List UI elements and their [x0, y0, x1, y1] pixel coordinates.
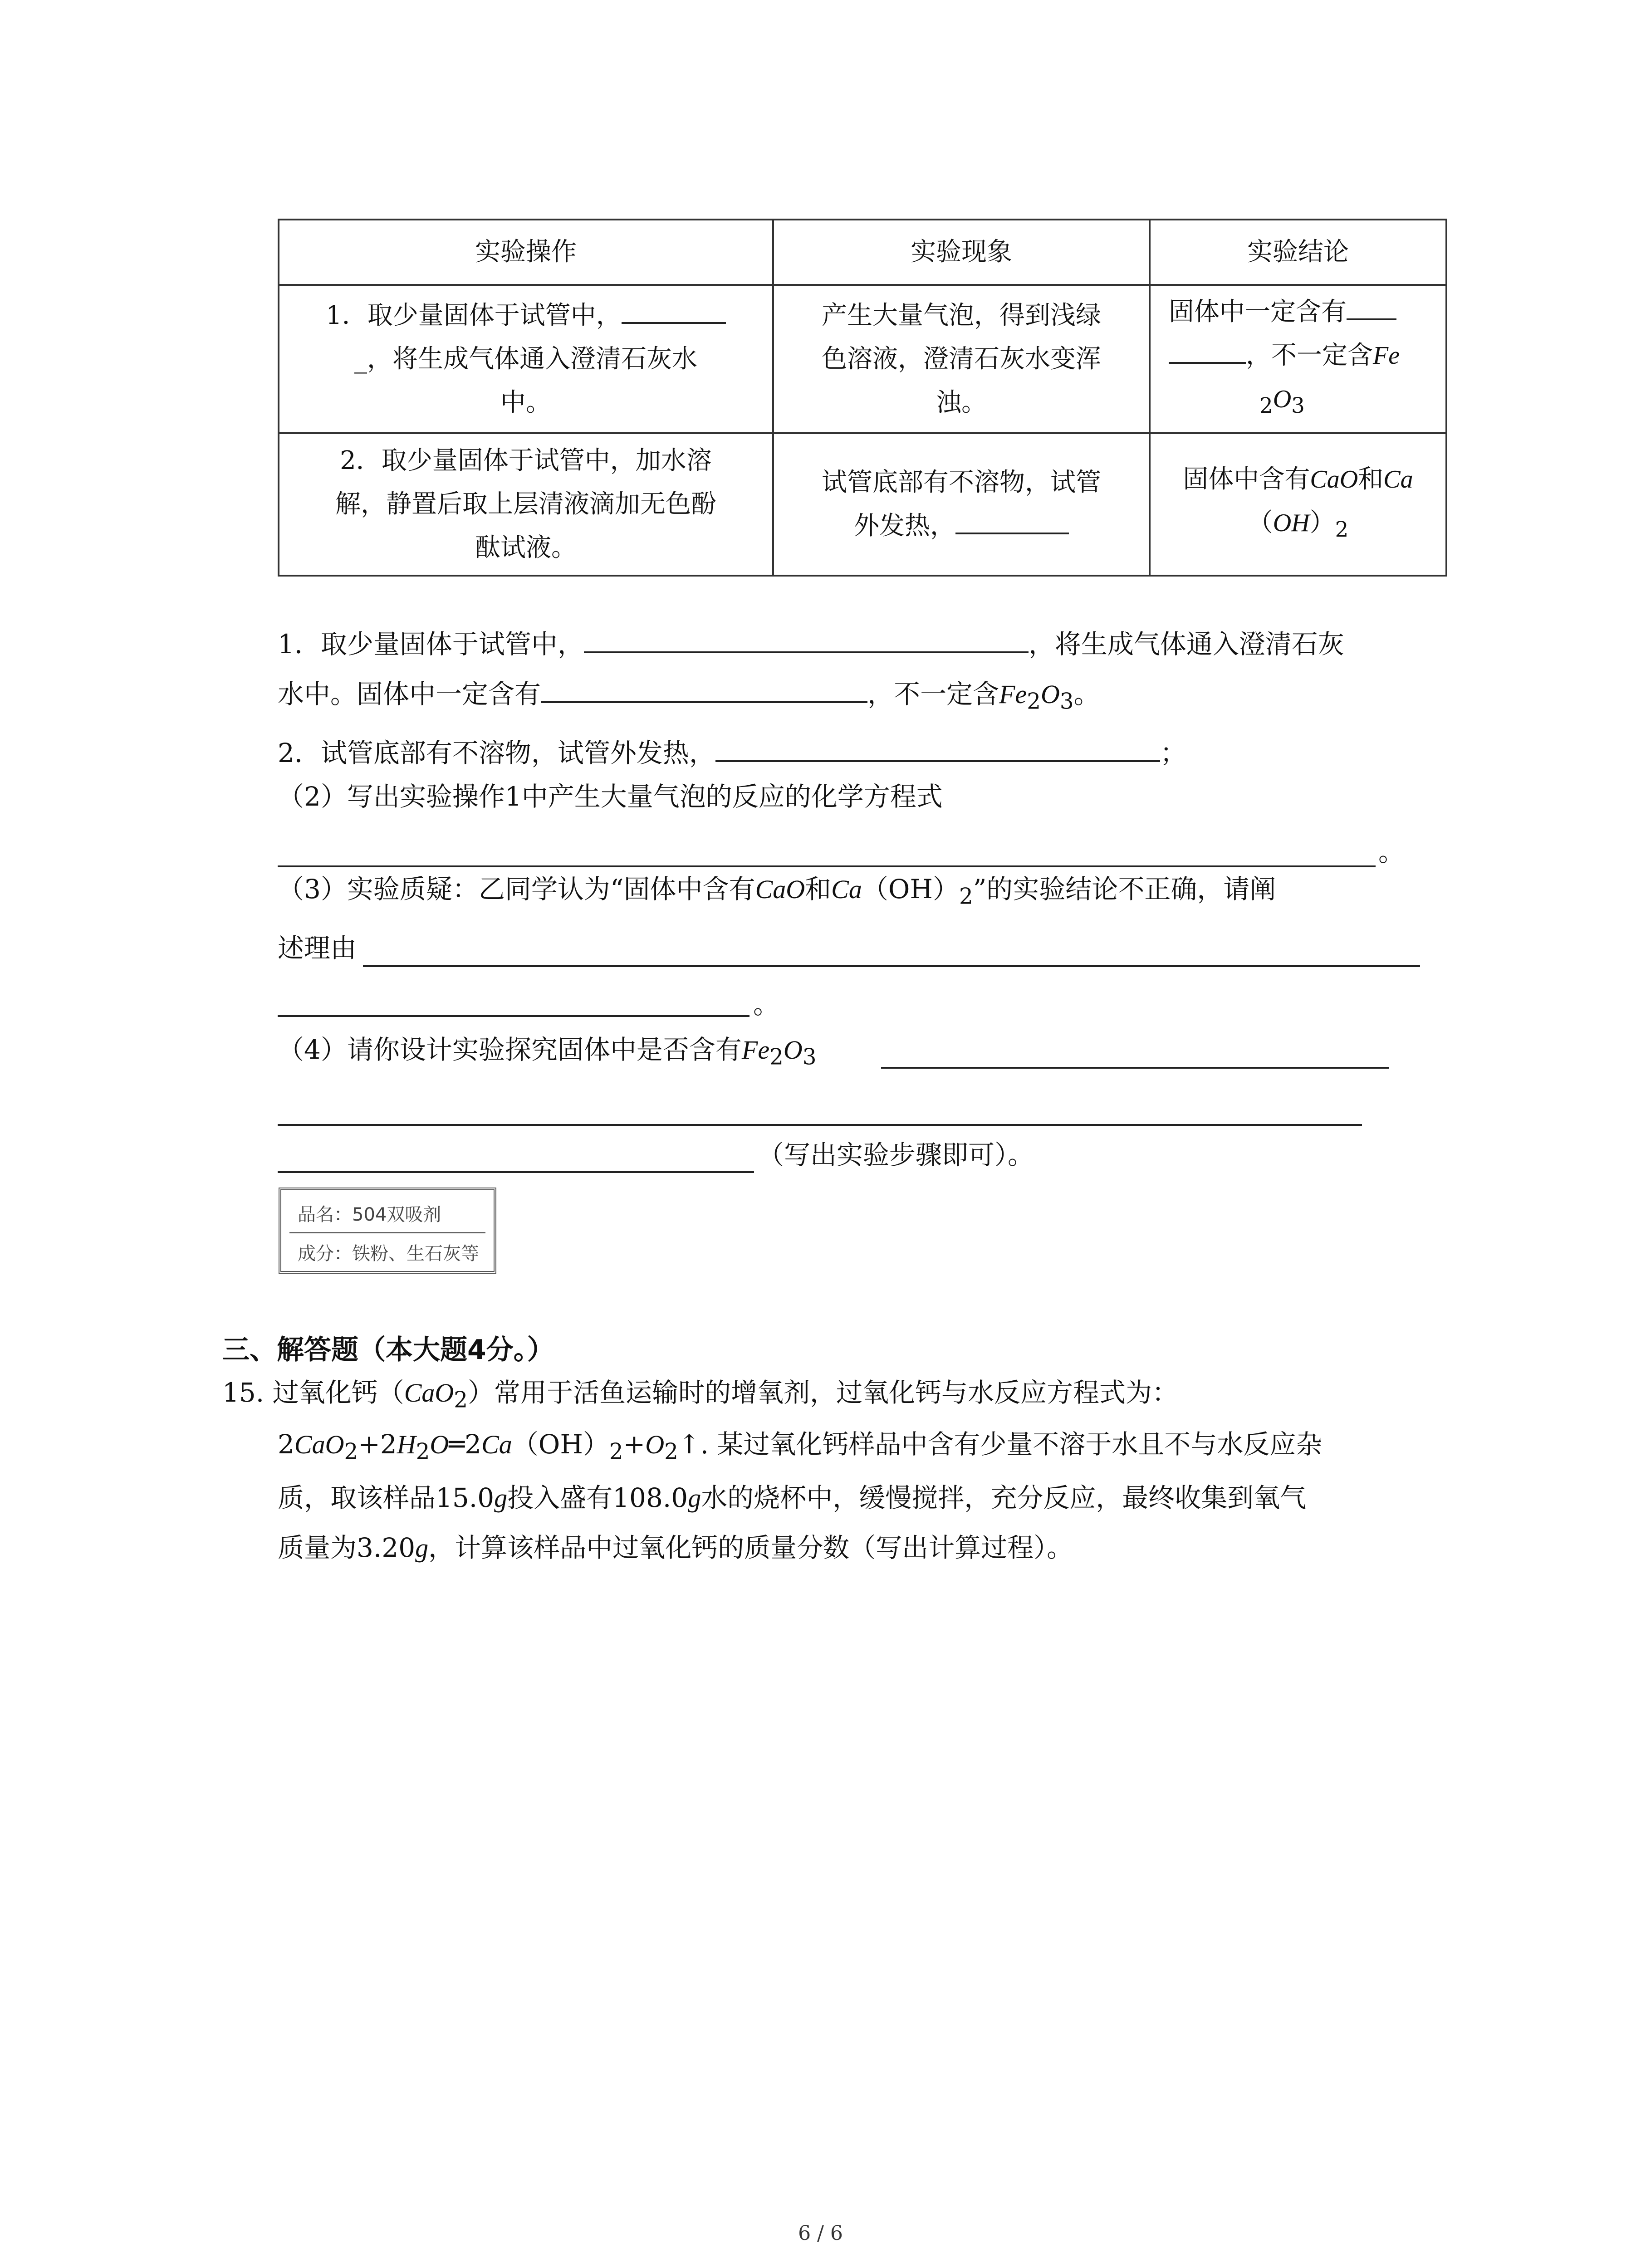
- eq-oh: （OH）: [512, 1429, 609, 1460]
- q15-text: 15. 过氧化钙（: [222, 1377, 404, 1408]
- eq-tail: . 某过氧化钙样品中含有少量不溶于水且不与水反应杂: [700, 1429, 1323, 1460]
- row1-operation: [279, 285, 773, 433]
- question-3-ca: Ca: [831, 875, 862, 904]
- row2-phenomenon: [773, 433, 1150, 576]
- answer-2-end: 。: [1073, 679, 1100, 709]
- question-3-end: 。: [753, 989, 780, 1020]
- question-3-oh: （OH）: [862, 874, 959, 904]
- question-2-end: 。: [1378, 836, 1405, 867]
- table-row: [279, 285, 1446, 433]
- q15-l4-text: 质量为3.20: [278, 1532, 416, 1563]
- question-3-reason-label: 述理由: [278, 933, 357, 963]
- up-arrow-icon: ↑: [678, 1429, 700, 1460]
- answer-2-text-2: ，不一定含: [867, 679, 999, 709]
- row2-conc-oh: OH: [1273, 508, 1310, 537]
- row1-conc-blank-2[interactable]: [1169, 335, 1246, 364]
- row2-conc-cao: CaO: [1310, 465, 1358, 494]
- eq-coef: 2: [278, 1429, 294, 1460]
- product-label-divider: [289, 1232, 485, 1233]
- page-number: 6 / 6: [798, 2222, 843, 2245]
- product-label-ingredients: 成分：铁粉、生石灰等: [298, 1243, 479, 1264]
- question-3-text-2: ”的实验结论不正确，请阐: [973, 874, 1276, 904]
- question-4-sub3: 3: [802, 1044, 817, 1070]
- row2-conclusion: [1150, 433, 1446, 576]
- question-15-equation-line: [278, 1426, 1322, 1470]
- question-4-tail: （写出实验步骤即可）。: [758, 1139, 1034, 1170]
- row1-conc-sub3: 3: [1291, 394, 1305, 419]
- q15-sub2: 2: [454, 1387, 468, 1413]
- product-label-name: 品名：504双吸剂: [298, 1204, 441, 1225]
- question-15-line-3: [278, 1480, 1306, 1516]
- row1-conc-blank[interactable]: [1347, 291, 1396, 320]
- answer-2-fe: Fe: [999, 679, 1027, 709]
- answer-1-text-2: ，将生成气体通入澄清石灰: [1028, 629, 1344, 660]
- q15-l3-text-2: 投入盛有108.0: [507, 1482, 688, 1513]
- row1-phen-text-3: 浊。: [936, 387, 987, 417]
- q15-cao2: CaO: [404, 1378, 454, 1408]
- row2-phen-text: 试管底部有不溶物，试管: [822, 468, 1101, 498]
- table-row: [279, 433, 1446, 576]
- eq-sub2: 2: [344, 1439, 358, 1465]
- row1-conc-fe: Fe: [1373, 342, 1400, 370]
- product-label: [279, 1188, 496, 1274]
- row1-op-text: 1．取少量固体于试管中，: [326, 300, 622, 330]
- question-3-answer-line[interactable]: [363, 965, 1420, 967]
- row2-phen-blank[interactable]: [955, 505, 1069, 534]
- section-3-title: 三、解答题（本大题4分。）: [222, 1334, 554, 1366]
- answer-2-blank[interactable]: [541, 674, 867, 703]
- row1-op-blank[interactable]: [622, 295, 726, 324]
- q15-l4-g: g: [415, 1533, 429, 1563]
- question-4-answer-line-3[interactable]: [278, 1171, 754, 1173]
- header-phenomenon: 实验现象: [773, 220, 1150, 285]
- answer-2-text: 水中。固体中一定含有: [278, 679, 541, 709]
- header-conclusion: 实验结论: [1150, 220, 1446, 285]
- eq-ca: Ca: [481, 1430, 512, 1459]
- answer-1-text: 1．取少量固体于试管中，: [278, 629, 584, 660]
- row1-op-text-2: _，将生成气体通入澄清石灰水: [354, 344, 697, 374]
- question-4-answer-line[interactable]: [881, 1067, 1389, 1069]
- row1-conc-text: 固体中一定含有: [1169, 297, 1347, 327]
- eq-plus: +2: [358, 1429, 397, 1460]
- question-3-answer-line-2[interactable]: [278, 1015, 749, 1017]
- row2-conc-ca: Ca: [1383, 465, 1413, 494]
- question-15-line-1: [222, 1374, 1178, 1418]
- eq-sub2-h: 2: [416, 1439, 430, 1465]
- q15-l3-text: 质，取该样品15.0: [278, 1482, 495, 1513]
- question-3-text: （3）实验质疑：乙同学认为“固体中含有: [278, 874, 755, 904]
- answer-line-1: [278, 624, 1344, 662]
- table-header-row: [279, 220, 1446, 285]
- eq-o: O: [430, 1430, 449, 1459]
- question-3: [278, 871, 1276, 915]
- question-3-and: 和: [805, 874, 832, 904]
- row2-conc-sub2: 2: [1335, 517, 1349, 542]
- question-4-sub2: 2: [769, 1044, 784, 1070]
- question-4-text: （4）请你设计实验探究固体中是否含有: [278, 1034, 742, 1065]
- question-3-cao: CaO: [755, 875, 805, 904]
- row1-op-text-3: 中。: [500, 387, 551, 417]
- answer-2-sub3: 3: [1059, 689, 1074, 714]
- question-3-sub2: 2: [959, 884, 973, 909]
- question-2: （2）写出实验操作1中产生大量气泡的反应的化学方程式: [278, 781, 943, 812]
- q15-l3-g1: g: [494, 1483, 508, 1513]
- answer-1-blank[interactable]: [584, 624, 1029, 653]
- row1-phen-text-2: 色溶液，澄清石灰水变浑: [822, 344, 1101, 374]
- answer-2-sub2: 2: [1027, 689, 1041, 714]
- header-operation: 实验操作: [279, 220, 773, 285]
- row2-op-text: 2．取少量固体于试管中，加水溶: [340, 446, 712, 476]
- eq-plus-2: +: [623, 1429, 646, 1460]
- row1-conc-sub2: 2: [1259, 394, 1273, 419]
- row2-conc-paren-open: （: [1247, 508, 1273, 538]
- q15-l3-text-3: 水的烧杯中，缓慢搅拌，充分反应，最终收集到氧气: [701, 1482, 1307, 1513]
- answer-3-end: ；: [1160, 738, 1186, 768]
- question-4-answer-line-2[interactable]: [278, 1124, 1362, 1126]
- eq-o2: O: [645, 1430, 665, 1459]
- eq-sub2-oh: 2: [609, 1439, 623, 1465]
- row2-phen-text-2: 外发热，: [854, 511, 955, 541]
- row1-conc-text-2: ，不一定含: [1246, 341, 1373, 370]
- eq-h: H: [397, 1430, 416, 1459]
- answer-2-o: O: [1040, 679, 1060, 709]
- eq-equals: ═2: [449, 1429, 482, 1460]
- experiment-table: [278, 219, 1447, 577]
- row1-conclusion: [1150, 285, 1446, 433]
- row2-conc-and: 和: [1358, 464, 1384, 494]
- q15-text-2: ）常用于活鱼运输时的增氧剂，过氧化钙与水反应方程式为：: [468, 1377, 1179, 1408]
- row1-phen-text: 产生大量气泡，得到浅绿: [822, 300, 1101, 330]
- row2-operation: [279, 433, 773, 576]
- answer-3-blank[interactable]: [715, 733, 1160, 762]
- row1-phenomenon: [773, 285, 1150, 433]
- row2-op-text-3: 酞试液。: [475, 533, 577, 563]
- q15-l3-g2: g: [688, 1483, 701, 1513]
- row1-conc-o: O: [1273, 385, 1292, 413]
- question-4-o: O: [783, 1035, 803, 1065]
- row2-conc-text: 固体中含有: [1183, 464, 1310, 494]
- q15-l4-text-2: ，计算该样品中过氧化钙的质量分数（写出计算过程）。: [428, 1532, 1073, 1563]
- question-2-answer-line[interactable]: [278, 865, 1376, 867]
- eq-cao: CaO: [294, 1430, 344, 1459]
- question-15-line-4: [278, 1530, 1073, 1566]
- answer-line-3: [278, 733, 1186, 771]
- question-4: [278, 1031, 816, 1075]
- answer-line-2: [278, 674, 1100, 720]
- answer-3-text: 2．试管底部有不溶物，试管外发热，: [278, 738, 715, 768]
- row2-conc-paren-close: ）: [1309, 508, 1335, 538]
- question-4-fe: Fe: [741, 1035, 770, 1065]
- row2-op-text-2: 解，静置后取上层清液滴加无色酚: [335, 489, 716, 519]
- eq-sub2-o2: 2: [664, 1439, 678, 1465]
